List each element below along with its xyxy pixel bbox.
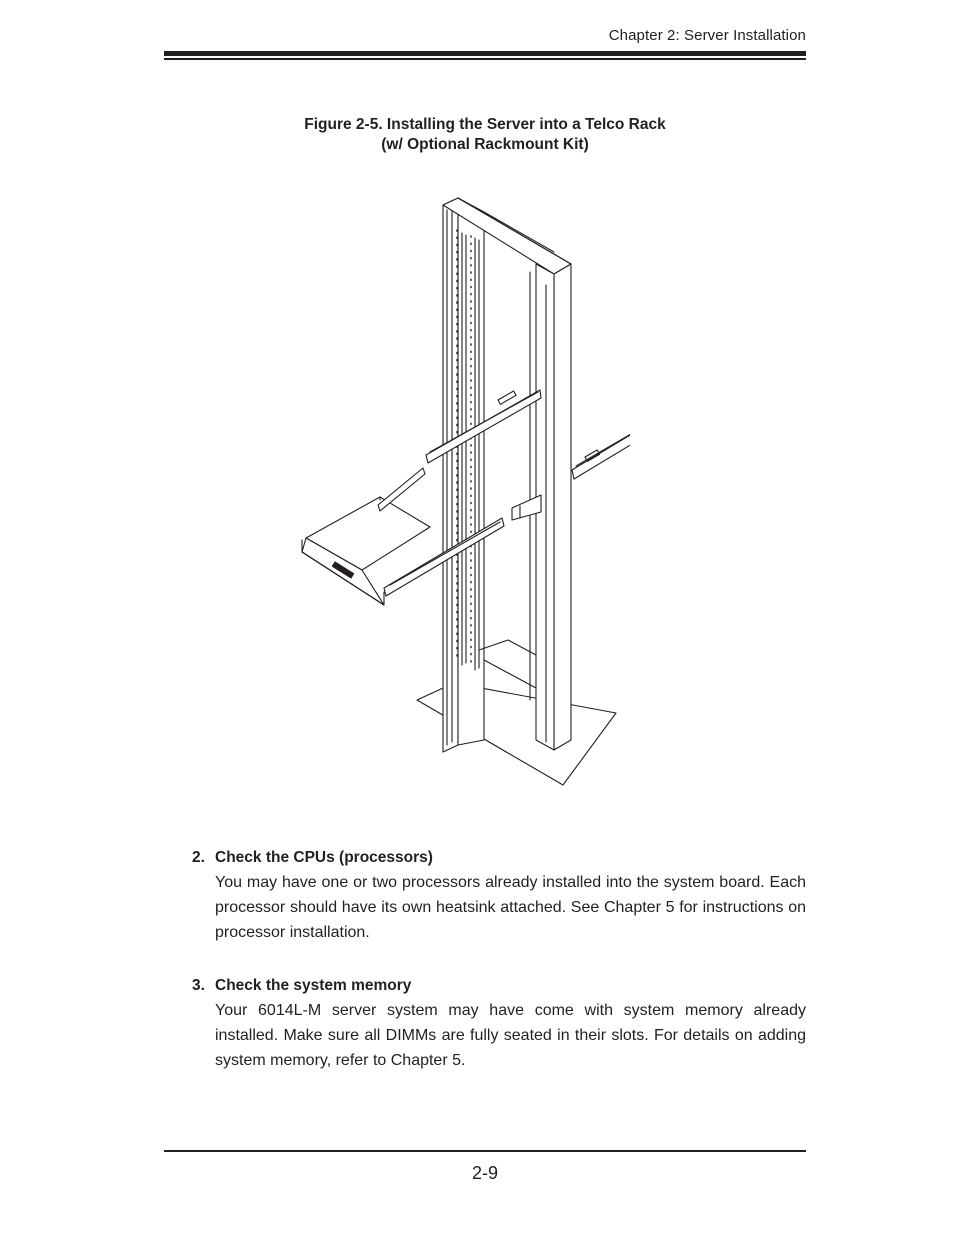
section-title: Check the CPUs (processors): [215, 849, 433, 866]
header-rule-thick: [164, 51, 806, 56]
figure-caption-line-1: Figure 2-5. Installing the Server into a Telco Rack: [304, 116, 666, 133]
rack-bottom-opening: [479, 640, 536, 688]
section-number: 2.: [192, 849, 205, 866]
detached-slide-rail: [572, 423, 630, 479]
section-check-cpus: [192, 845, 806, 945]
telco-rack-illustration: [290, 185, 630, 795]
page-number: 2-9: [471, 1163, 498, 1183]
section-check-memory: [192, 973, 806, 1073]
figure-caption: [164, 115, 806, 155]
footer-rule: [164, 1150, 806, 1152]
section-title: Check the system memory: [215, 977, 412, 994]
rack-upright-left: [443, 198, 484, 752]
header-rule-thin: [164, 58, 806, 60]
figure-caption-line-2: (w/ Optional Rackmount Kit): [381, 136, 589, 153]
section-number: 3.: [192, 977, 205, 994]
chapter-title: Chapter 2: Server Installation: [608, 27, 806, 44]
section-body: You may have one or two processors already installed into the system board. Each processor should have its own heatsink attached. See Chapter 5 for instructions on processor installation.: [215, 874, 806, 941]
server-chassis: [302, 497, 430, 605]
section-body: Your 6014L-M server system may have come with system memory already installed. Make sure all DIMMs are fully seated in their slots. For details on adding system memory, refer to Chapter 5.: [215, 1002, 806, 1069]
